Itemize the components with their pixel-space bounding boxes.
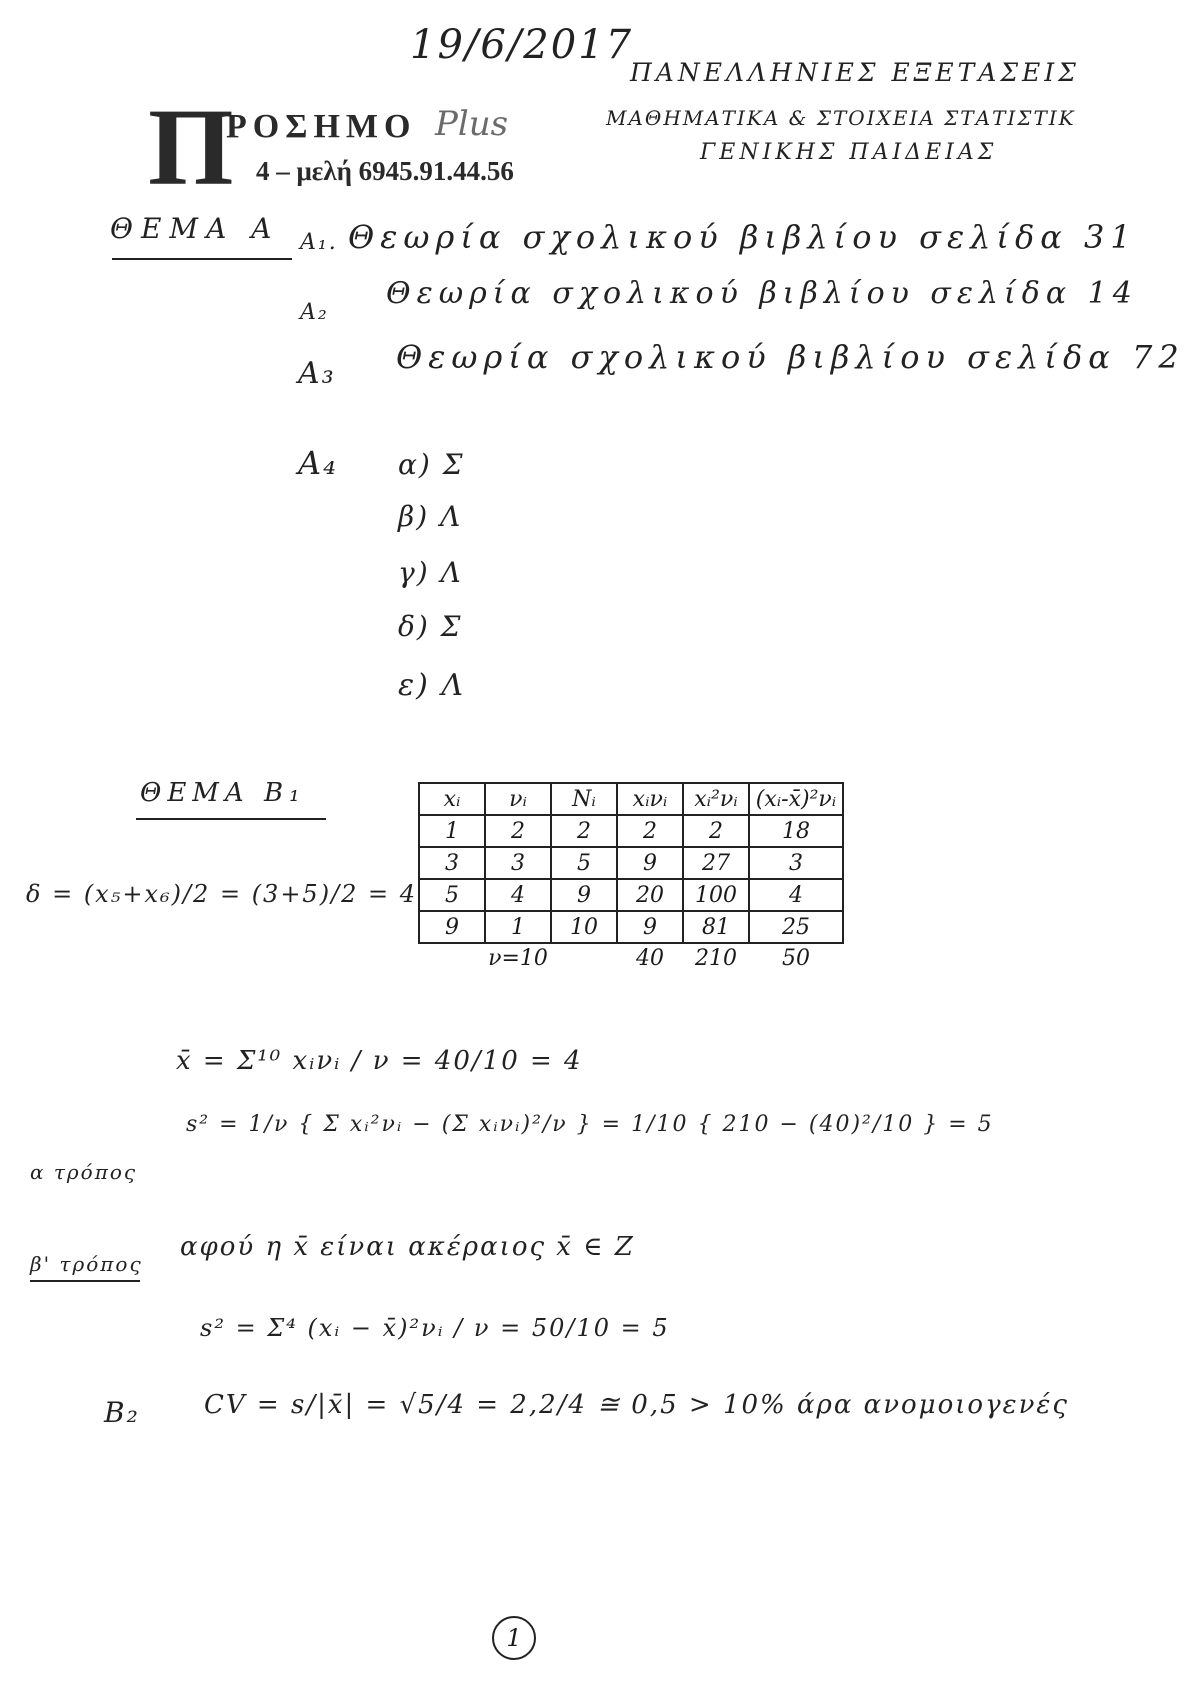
table-cell: 9 — [551, 879, 617, 911]
table-cell: 3 — [419, 847, 485, 879]
table-cell: 2 — [485, 815, 551, 847]
table-cell: 3 — [749, 847, 843, 879]
table-row — [419, 815, 843, 847]
b2-label: Β₂ — [104, 1396, 140, 1429]
table-total-cell: ν=10 — [488, 945, 548, 971]
exam-title-line3: ΓΕΝΙΚΗΣ ΠΑΙΔΕΙΑΣ — [700, 140, 998, 165]
table-cell: 1 — [419, 815, 485, 847]
table-cell: 9 — [617, 847, 683, 879]
table-cell: 100 — [683, 879, 749, 911]
a1-label: Α₁. — [300, 230, 338, 255]
theme-a-underline — [112, 258, 292, 260]
median-formula: δ = (x₅+x₆)/2 = (3+5)/2 = 4 — [26, 880, 418, 908]
table-cell: 18 — [749, 815, 843, 847]
table-cell: 20 — [617, 879, 683, 911]
table-row — [419, 847, 843, 879]
exam-title-line1: ΠΑΝΕΛΛΗΝΙΕΣ ΕΞΕΤΑΣΕΙΣ — [630, 58, 1080, 87]
table-cell: 27 — [683, 847, 749, 879]
table-row — [419, 911, 843, 943]
table-cell: 4 — [485, 879, 551, 911]
date: 19/6/2017 — [410, 22, 634, 68]
table-cell: 10 — [551, 911, 617, 943]
method-b-label: β' τρόπος — [30, 1252, 143, 1276]
table-header-cell: νᵢ — [485, 783, 551, 815]
table-header-cell: xᵢ²νᵢ — [683, 783, 749, 815]
a2-text: Θεωρία σχολικού βιβλίου σελίδα 14 — [386, 276, 1138, 311]
variance2-formula: s² = Σ⁴ (xᵢ − x̄)²νᵢ / ν = 50/10 = 5 — [200, 1314, 670, 1342]
page-number: 1 — [492, 1616, 536, 1660]
table-header-cell: xᵢ — [419, 783, 485, 815]
table-cell: 9 — [419, 911, 485, 943]
table-cell: 3 — [485, 847, 551, 879]
theme-a-title: ΘΕΜΑ Α — [110, 212, 280, 245]
table-cell: 5 — [419, 879, 485, 911]
table-header-cell: Nᵢ — [551, 783, 617, 815]
table-cell: 9 — [617, 911, 683, 943]
table-cell: 1 — [485, 911, 551, 943]
logo-letter: Π — [148, 86, 234, 208]
table-header-row — [419, 783, 843, 815]
logo-plus: Plus — [435, 104, 509, 144]
table-cell: 25 — [749, 911, 843, 943]
a3-text: Θεωρία σχολικού βιβλίου σελίδα 72 — [396, 338, 1185, 376]
a4-answer-a: α) Σ — [398, 448, 465, 481]
logo-word: ΡΟΣΗΜΟ — [226, 108, 417, 145]
theme-b-title: ΘΕΜΑ Β₁ — [140, 778, 306, 808]
a4-answer-c: γ) Λ — [398, 556, 463, 589]
table-header-cell: (xᵢ-x̄)²νᵢ — [749, 783, 843, 815]
table-totals-row — [419, 943, 843, 972]
cv-formula: CV = s/|x̄| = √5/4 = 2,2/4 ≅ 0,5 > 10% άρα ανομοιογενές — [204, 1390, 1069, 1420]
logo-phone: 4 – μελή 6945.91.44.56 — [256, 156, 514, 186]
table-cell: 81 — [683, 911, 749, 943]
table-total-cell: 50 — [782, 945, 810, 971]
variance-formula: s² = 1/ν { Σ xᵢ²νᵢ − (Σ xᵢνᵢ)²/ν } = 1/10 { 210 − (40)²/10 } = 5 — [186, 1112, 994, 1137]
method-b-text: αφού η x̄ είναι ακέραιος x̄ ∈ Z — [180, 1232, 635, 1262]
theme-b-underline — [136, 818, 326, 820]
a4-answer-b: β) Λ — [398, 500, 463, 533]
table-cell: 2 — [551, 815, 617, 847]
table-cell: 2 — [683, 815, 749, 847]
mean-formula: x̄ = Σ¹⁰ xᵢνᵢ / ν = 40/10 = 4 — [176, 1046, 583, 1076]
a4-answer-e: ε) Λ — [398, 668, 466, 703]
table-total-cell: 210 — [695, 945, 737, 971]
table-cell: 5 — [551, 847, 617, 879]
table-total-cell — [419, 943, 485, 972]
a1-text: Θεωρία σχολικού βιβλίου σελίδα 31 — [348, 218, 1137, 256]
table-total-cell — [551, 943, 617, 972]
table-header-cell: xᵢνᵢ — [617, 783, 683, 815]
method-a-label: α τρόπος — [30, 1160, 138, 1184]
a2-label: Α₂ — [300, 300, 329, 325]
exam-title-line2: ΜΑΘΗΜΑΤΙΚΑ & ΣΤΟΙΧΕΙΑ ΣΤΑΤΙΣΤΙΚ — [606, 106, 1076, 130]
a4-answer-d: δ) Σ — [398, 610, 463, 643]
method-b-underline — [30, 1280, 140, 1282]
table-row — [419, 879, 843, 911]
a4-label: Α₄ — [298, 444, 338, 482]
table-cell: 4 — [749, 879, 843, 911]
frequency-table — [418, 782, 844, 972]
table-cell: 2 — [617, 815, 683, 847]
a3-label: Α₃ — [298, 356, 336, 391]
table-total-cell: 40 — [636, 945, 664, 971]
